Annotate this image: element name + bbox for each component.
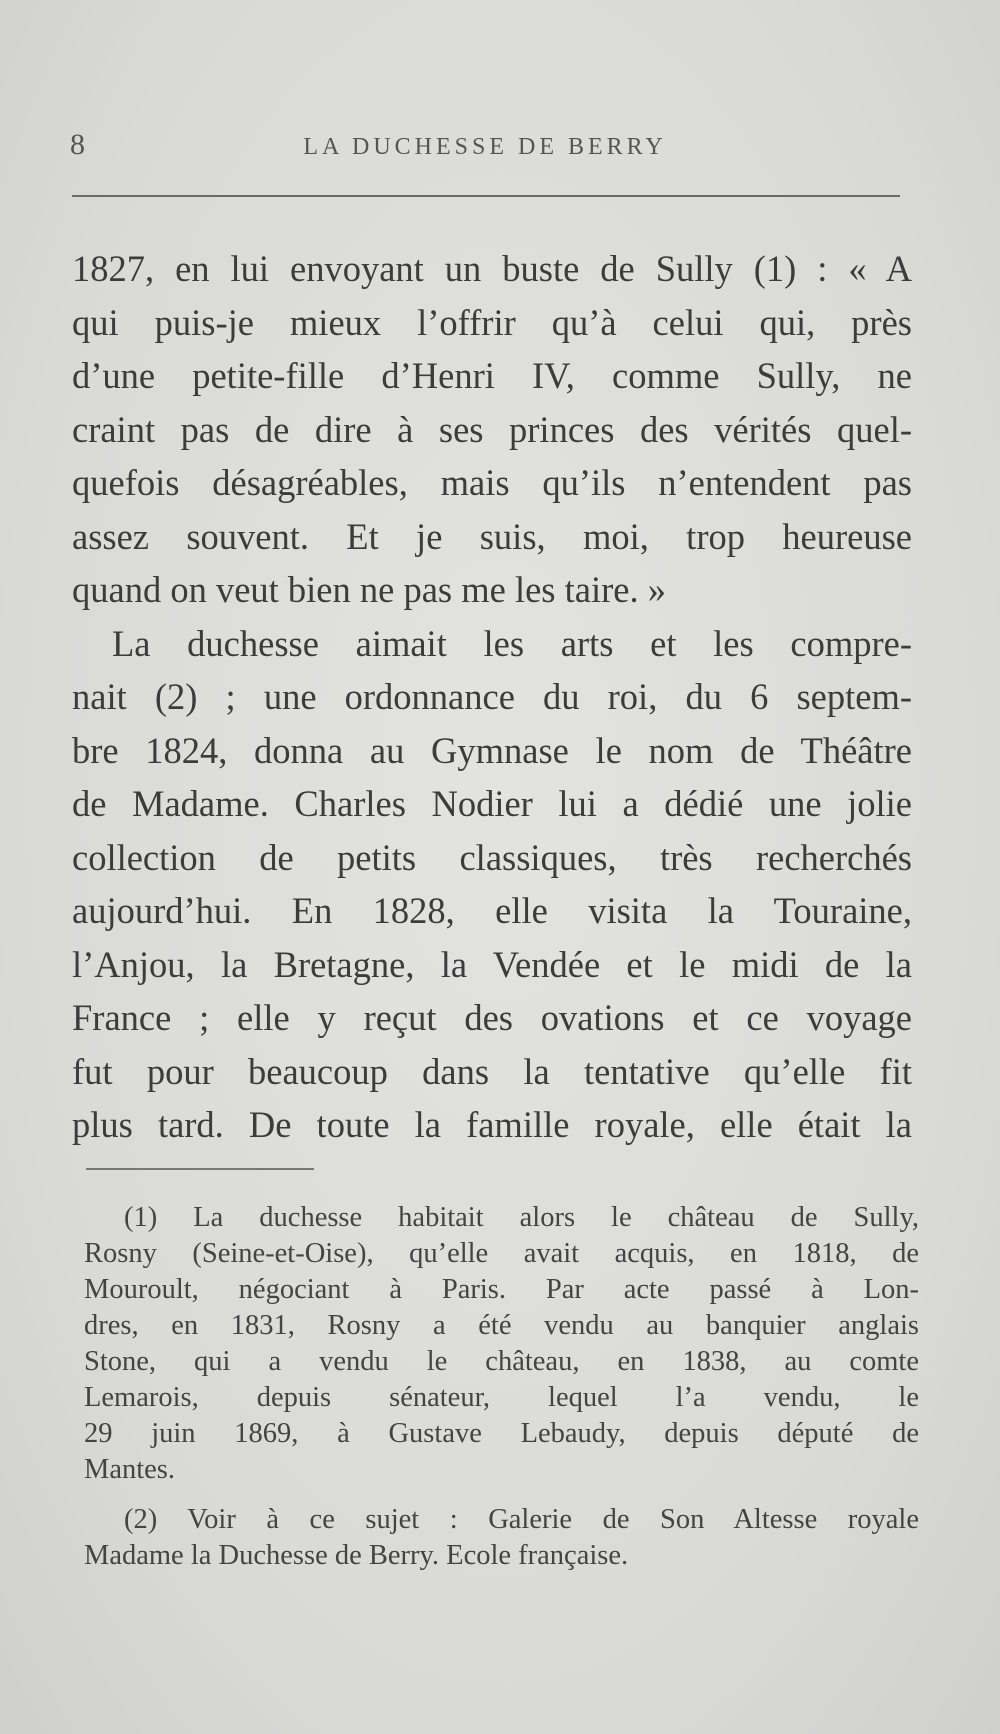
- footnote-1: [84, 1200, 919, 1488]
- body-text: [72, 242, 912, 1152]
- paragraph-1: [72, 242, 912, 617]
- text-line: d’une petite-fille d’Henri IV, comme Sully, ne: [72, 355, 912, 396]
- running-head: [70, 128, 900, 168]
- text-line: fut pour beaucoup dans la tentative qu’elle fit: [72, 1050, 912, 1092]
- footnote-line: (1) La duchesse habitait alors le château de Sully,: [124, 1202, 919, 1233]
- footnote-line: 29 juin 1869, à Gustave Lebaudy, depuis député de: [84, 1418, 919, 1449]
- footnote-2: [84, 1502, 919, 1574]
- text-line: quefois désagréables, mais qu’ils n’entendent pas: [72, 462, 912, 503]
- footnote-line: Rosny (Seine-et-Oise), qu’elle avait acquis, en 1818, de: [84, 1238, 919, 1269]
- text-line: bre 1824, donna au Gymnase le nom de Théâtre: [72, 729, 912, 771]
- text-line: collection de petits classiques, très recherchés: [72, 836, 912, 878]
- page-number: 8: [70, 128, 85, 161]
- footnote-line: Lemarois, depuis sénateur, lequel l’a vendu, le: [84, 1382, 919, 1413]
- footnotes: [84, 1200, 919, 1588]
- text-line: qui puis-je mieux l’offrir qu’à celui qui, près: [72, 301, 912, 343]
- footnote-line: Mantes.: [84, 1454, 176, 1485]
- text-line: l’Anjou, la Bretagne, la Vendée et le midi de la: [72, 943, 912, 985]
- text-line: de Madame. Charles Nodier lui a dédié une jolie: [72, 783, 912, 824]
- text-line: 1827, en lui envoyant un buste de Sully (1) : « A: [72, 248, 912, 289]
- text-line: assez souvent. Et je suis, moi, trop heureuse: [72, 515, 912, 557]
- text-line: aujourd’hui. En 1828, elle visita la Touraine,: [72, 890, 912, 931]
- text-line: quand on veut bien ne pas me les taire. »: [72, 569, 666, 610]
- text-line: nait (2) ; une ordonnance du roi, du 6 septem-: [72, 676, 912, 717]
- running-title: LA DUCHESSE DE BERRY: [303, 134, 667, 160]
- footnote-rule: [86, 1168, 314, 1170]
- footnote-line: dres, en 1831, Rosny a été vendu au banquier anglais: [84, 1310, 919, 1341]
- text-line: La duchesse aimait les arts et les compre-: [112, 622, 912, 664]
- paragraph-2: [72, 617, 912, 1152]
- footnote-line: Stone, qui a vendu le château, en 1838, au comte: [84, 1346, 919, 1377]
- text-line: plus tard. De toute la famille royale, elle était la: [72, 1104, 912, 1145]
- header-rule: [72, 195, 900, 197]
- text-line: France ; elle y reçut des ovations et ce voyage: [72, 997, 912, 1038]
- footnote-line: Mouroult, négociant à Paris. Par acte passé à Lon-: [84, 1274, 919, 1305]
- text-line: craint pas de dire à ses princes des vérités quel-: [72, 408, 912, 450]
- footnote-line: Madame la Duchesse de Berry. Ecole française.: [84, 1540, 629, 1571]
- footnote-line: (2) Voir à ce sujet : Galerie de Son Altesse royale: [124, 1504, 919, 1535]
